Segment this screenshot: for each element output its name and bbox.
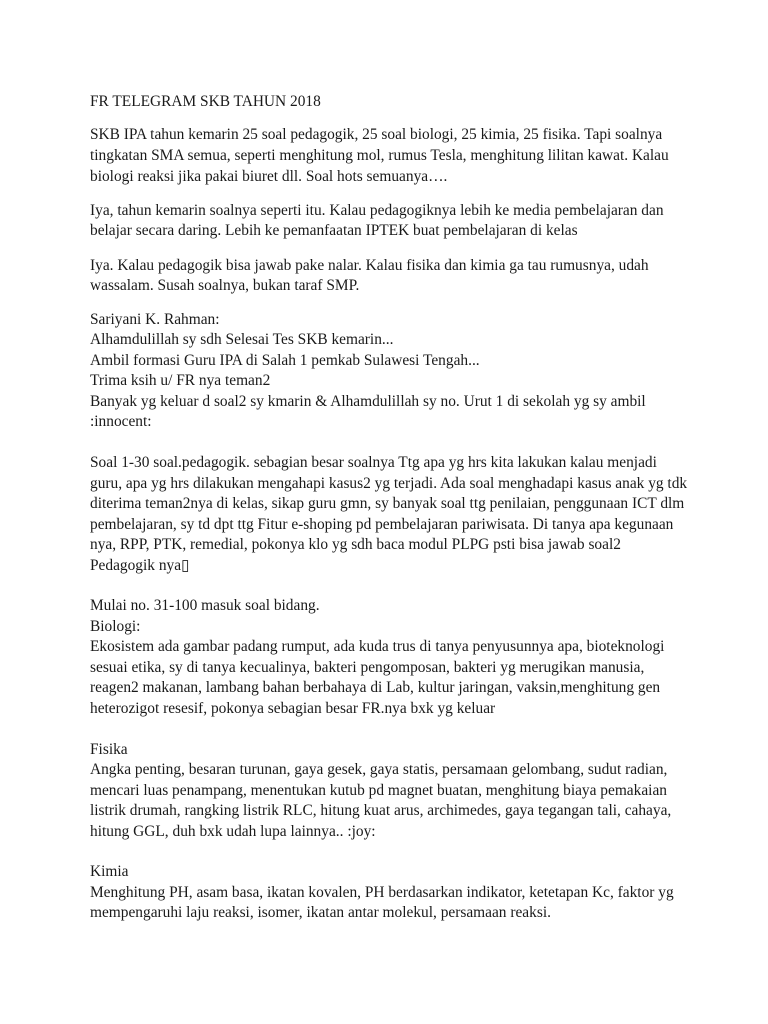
document-title: FR TELEGRAM SKB TAHUN 2018	[90, 93, 321, 110]
paragraph-8-line-1: Kimia	[90, 863, 129, 880]
paragraph-2-line-1: Iya, tahun kemarin soalnya seperti itu. Kalau pedagogiknya lebih ke media pembelajaran dan	[90, 202, 664, 219]
paragraph-4-line-6: :innocent:	[90, 413, 152, 430]
paragraph-4-line-3: Ambil formasi Guru IPA di Salah 1 pemkab Sulawesi Tengah...	[90, 352, 480, 369]
paragraph-8-line-3: mempengaruhi laju reaksi, isomer, ikatan antar molekul, persamaan reaksi.	[90, 904, 551, 921]
paragraph-5-line-2: guru, apa yg hrs dilakukan mengahapi kasus2 yg terjadi. Ada soal menghadapi kasus anak yg tdk	[90, 475, 688, 492]
paragraph-4-line-2: Alhamdulillah sy sdh Selesai Tes SKB kemarin...	[90, 331, 394, 348]
paragraph-1-line-2: tingkatan SMA semua, seperti menghitung mol, rumus Tesla, menghitung lilitan kawat. Kalau	[90, 147, 669, 164]
paragraph-4-line-4: Trima ksih u/ FR nya teman2	[90, 372, 271, 389]
paragraph-4-line-5: Banyak yg keluar d soal2 sy kmarin & Alhamdulillah sy no. Urut 1 di sekolah yg sy ambil	[90, 393, 646, 410]
paragraph-6-line-6: heterozigot resesif, pokonya sebagian besar FR.nya bxk yg keluar	[90, 700, 496, 717]
paragraph-5-line-5: nya, RPP, PTK, remedial, pokonya klo yg sdh baca modul PLPG psti bisa jawab soal2	[90, 536, 621, 553]
paragraph-1-line-3: biologi reaksi jika pakai biuret dll. Soal hots semuanya….	[90, 168, 448, 185]
paragraph-5-line-1: Soal 1-30 soal.pedagogik. sebagian besar soalnya Ttg apa yg hrs kita lakukan kalau menjadi	[90, 454, 657, 471]
paragraph-6-line-2: Biologi:	[90, 618, 141, 635]
paragraph-7-line-2: Angka penting, besaran turunan, gaya gesek, gaya statis, persamaan gelombang, sudut radian,	[90, 761, 668, 778]
paragraph-2-line-2: belajar secara daring. Lebih ke pemanfaatan IPTEK buat pembelajaran di kelas	[90, 222, 578, 239]
paragraph-7-line-4: listrik drumah, rangking listrik RLC, hitung kuat arus, archimedes, gaya tegangan tali, cahaya,	[90, 802, 672, 819]
paragraph-6-line-3: Ekosistem ada gambar padang rumput, ada kuda trus di tanya penyusunnya apa, bioteknologi	[90, 638, 665, 655]
paragraph-6-line-4: sesuai etika, sy di tanya kecualinya, bakteri pengomposan, bakteri yg merugikan manusia,	[90, 659, 645, 676]
paragraph-5-line-6: Pedagogik nya▯	[90, 557, 190, 574]
paragraph-7-line-5: hitung GGL, duh bxk udah lupa lainnya.. :joy:	[90, 823, 376, 840]
paragraph-7-line-1: Fisika	[90, 741, 128, 758]
paragraph-4-line-1: Sariyani K. Rahman:	[90, 311, 220, 328]
paragraph-3-line-2: wassalam. Susah soalnya, bukan taraf SMP.	[90, 277, 360, 294]
paragraph-5-line-4: pembelajaran, sy td dpt ttg Fitur e-shoping pd pembelajaran pariwisata. Di tanya apa kegunaan	[90, 516, 674, 533]
paragraph-8-line-2: Menghitung PH, asam basa, ikatan kovalen, PH berdasarkan indikator, ketetapan Kc, faktor yg	[90, 884, 674, 901]
paragraph-7-line-3: mencari luas penampang, menentukan kutub pd magnet buatan, menghitung biaya pemakaian	[90, 782, 667, 799]
paragraph-5-line-3: diterima teman2nya di kelas, sikap guru gmn, sy banyak soal ttg penilaian, penggunaan ICT dlm	[90, 495, 685, 512]
paragraph-1-line-1: SKB IPA tahun kemarin 25 soal pedagogik, 25 soal biologi, 25 kimia, 25 fisika. Tapi soalnya	[90, 126, 663, 143]
paragraph-6-line-5: reagen2 makanan, lambang bahan berbahaya di Lab, kultur jaringan, vaksin,menghitung gen	[90, 679, 661, 696]
paragraph-3-line-1: Iya. Kalau pedagogik bisa jawab pake nalar. Kalau fisika dan kimia ga tau rumusnya, udah	[90, 257, 649, 274]
paragraph-6-line-1: Mulai no. 31-100 masuk soal bidang.	[90, 597, 320, 614]
